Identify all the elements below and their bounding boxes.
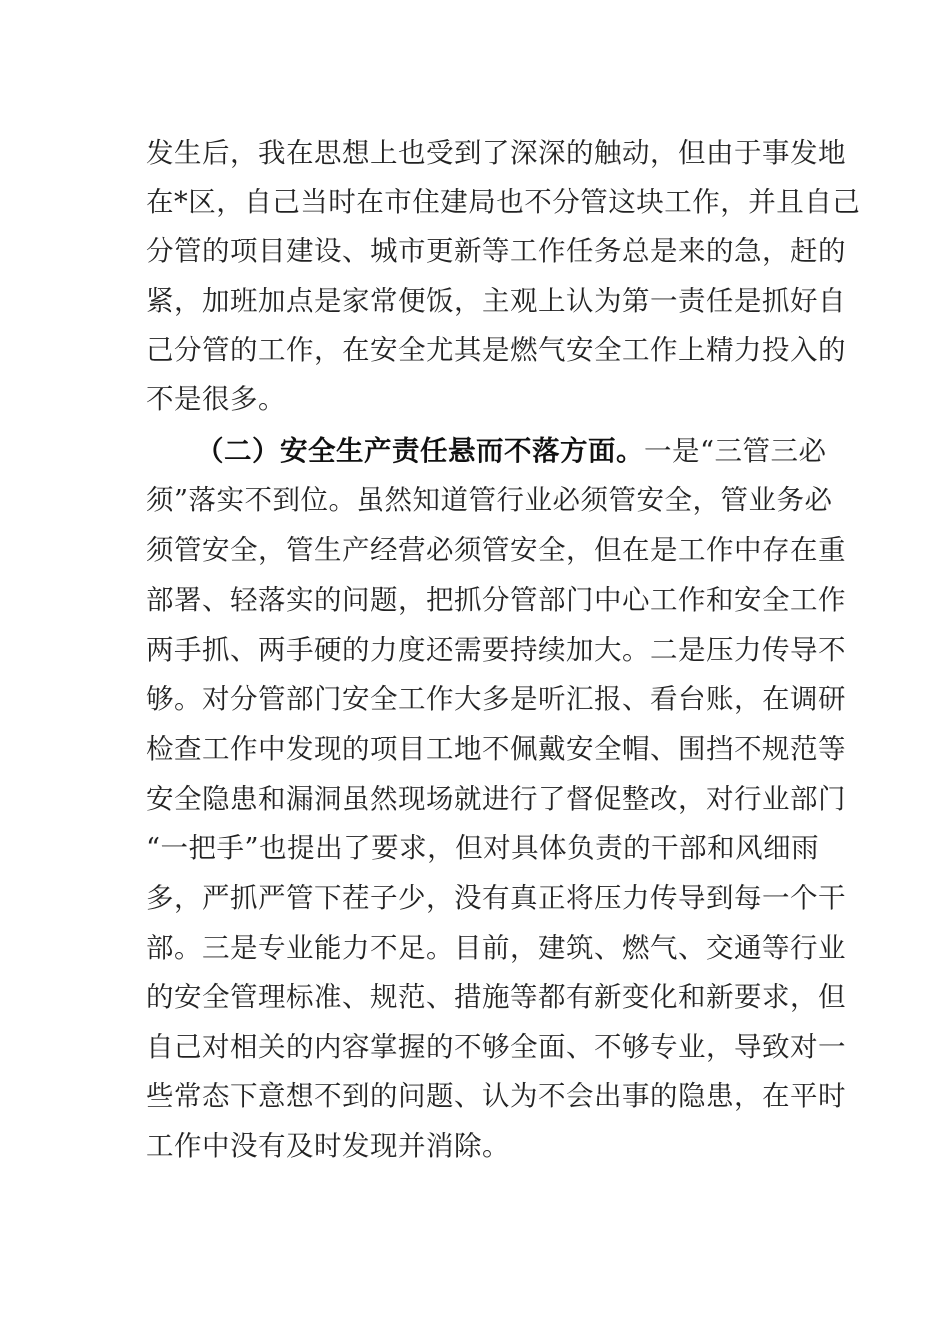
paragraph-2-line-12: 的安全管理标准、规范、措施等都有新变化和新要求，但	[146, 981, 846, 1013]
paragraph-2-line-5: 两手抓、两手硬的力度还需要持续加大。二是压力传导不	[146, 634, 846, 666]
paragraph-2-line-3: 须管安全，管生产经营必须管安全，但在是工作中存在重	[146, 534, 846, 566]
paragraph-2-line-14: 些常态下意想不到的问题、认为不会出事的隐患，在平时	[146, 1080, 846, 1112]
paragraph-1-line-2: 在*区，自己当时在市住建局也不分管这块工作，并且自己	[146, 186, 861, 218]
paragraph-2-line-7: 检查工作中发现的项目工地不佩戴安全帽、围挡不规范等	[146, 733, 846, 765]
paragraph-2-line-13: 自己对相关的内容掌握的不够全面、不够专业，导致对一	[146, 1031, 846, 1063]
paragraph-1-line-5: 己分管的工作，在安全尤其是燃气安全工作上精力投入的	[146, 334, 846, 366]
paragraph-2-line-15: 工作中没有及时发现并消除。	[146, 1130, 510, 1162]
paragraph-2-first-line-rest: 一是“三管三必	[644, 435, 827, 467]
paragraph-1-line-3: 分管的项目建设、城市更新等工作任务总是来的急，赶的	[146, 235, 846, 267]
paragraph-1-line-6: 不是很多。	[146, 383, 286, 415]
paragraph-2-line-4: 部署、轻落实的问题，把抓分管部门中心工作和安全工作	[146, 584, 846, 616]
paragraph-1-line-4: 紧，加班加点是家常便饭，主观上认为第一责任是抓好自	[146, 285, 846, 317]
paragraph-2-line-2: 须”落实不到位。虽然知道管行业必须管安全，管业务必	[146, 484, 833, 516]
paragraph-2-line-6: 够。对分管部门安全工作大多是听汇报、看台账，在调研	[146, 683, 846, 715]
paragraph-2-first-line	[196, 431, 827, 471]
paragraph-2-line-11: 部。三是专业能力不足。目前，建筑、燃气、交通等行业	[146, 932, 846, 964]
section-heading: （二）安全生产责任悬而不落方面。	[196, 435, 644, 467]
paragraph-2-line-9: “一把手”也提出了要求，但对具体负责的干部和风细雨	[146, 832, 820, 864]
paragraph-2-line-10: 多，严抓严管下茬子少，没有真正将压力传导到每一个干	[146, 882, 846, 914]
paragraph-2-line-8: 安全隐患和漏洞虽然现场就进行了督促整改，对行业部门	[146, 783, 846, 815]
paragraph-1-line-1: 发生后，我在思想上也受到了深深的触动，但由于事发地	[146, 137, 846, 169]
